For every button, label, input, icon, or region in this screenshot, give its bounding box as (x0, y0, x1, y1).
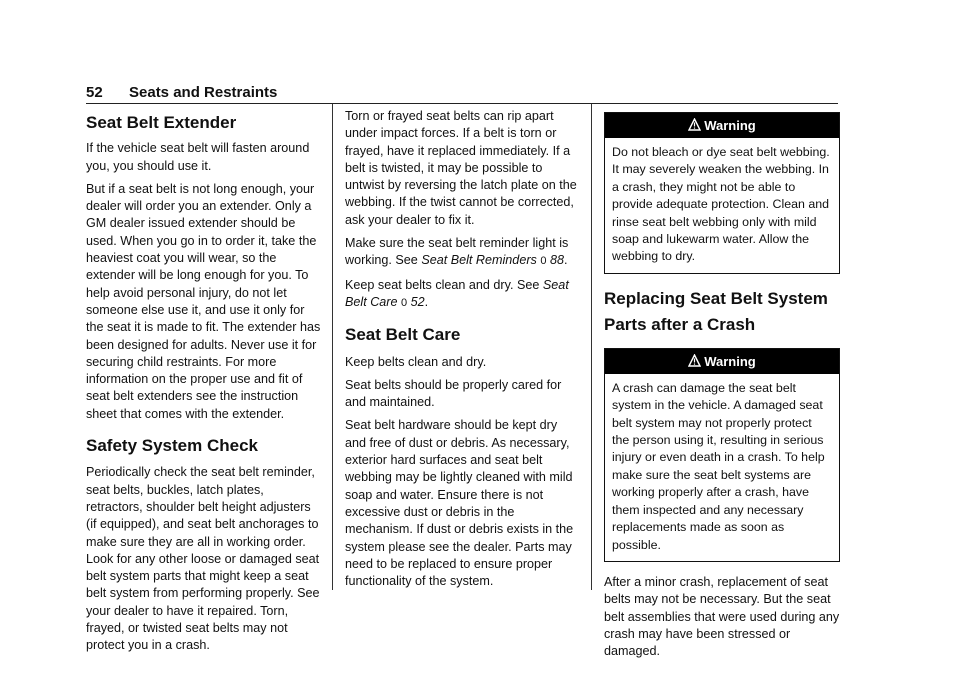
section-title: Seats and Restraints (129, 84, 278, 101)
page-number: 52 (86, 84, 103, 101)
column-1 (86, 108, 322, 661)
page-ref-icon: 0 (540, 255, 547, 268)
heading-seat-belt-care: Seat Belt Care (345, 325, 461, 345)
paragraph: After a minor crash, replacement of seat belts may not be necessary. But the seat belt assemblies that were used during any crash may have been stressed or damaged. (604, 574, 840, 659)
paragraph: Periodically check the seat belt reminder, seat belts, buckles, latch plates, retractors, shoulder belt height adjusters (if equipped), and seat belt anchorages to make sure they are all in working order. Look for any other loose or damaged seat belt system parts that might keep a seat belt system from performing properly. See your dealer to have it repaired. Torn, frayed, or twisted seat belts may not protect you in a crash. (86, 465, 320, 653)
column-divider-1 (332, 104, 333, 590)
text: Make sure the seat belt reminder light is working. See (345, 236, 569, 268)
warning-header (605, 349, 839, 374)
paragraph-reminder-ref (345, 235, 581, 271)
heading-replacing-parts: Replacing Seat Belt System Parts after a Crash (604, 288, 828, 334)
warning-box (604, 348, 840, 562)
warning-box (604, 112, 840, 274)
column-divider-2 (591, 104, 592, 590)
warning-title: Warning (704, 353, 756, 369)
paragraph: If the vehicle seat belt will fasten around you, you should use it. (86, 141, 310, 173)
heading-seat-belt-extender: Seat Belt Extender (86, 113, 237, 132)
paragraph: Keep belts clean and dry. (345, 354, 487, 369)
column-2 (345, 108, 581, 596)
xref-page: 52 (410, 294, 425, 309)
header-rule (86, 103, 838, 104)
text: . (563, 253, 568, 268)
xref-page: 88 (549, 253, 564, 268)
paragraph: Seat belt hardware should be kept dry and free of dust or debris. As necessary, exterior hard surfaces and seat belt webbing may be lightly cleaned with mild soap and water. Ensure there is not excessive dust or debris in the mechanism. If dust or debris exists in the system please see the dealer. Parts may need to be replaced to ensure proper functionality of the system. (345, 418, 574, 589)
paragraph: But if a seat belt is not long enough, your dealer will order you an extender. Only a GM dealer issued extender should be used. When you go in to order it, take the heaviest coat you will wear, so the extender will be long enough for you. To help avoid personal injury, do not let someone else use it, and use it only for the seat it is made to fit. The extender has been designed for adults. Never use it for securing child restraints. For more information on the proper use and fit of seat belt extenders see the instruction sheet that comes with the extender. (86, 181, 321, 421)
paragraph: Torn or frayed seat belts can rip apart under impact forces. If a belt is torn or frayed, have it replaced immediately. If a belt is twisted, it may be possible to untwist by reversing the latch plate on the webbing. If the twist cannot be corrected, ask your dealer to fix it. (345, 109, 577, 227)
page-ref-icon: 0 (401, 296, 408, 309)
warning-text: A crash can damage the seat belt system in the vehicle. A damaged seat belt system may not properly protect the person using it, resulting in serious injury or even death in a crash. To help make sure the seat belt systems are working properly after a crash, have them inspected and any necessary replacements made as soon as possible. (612, 380, 825, 552)
paragraph-care-ref (345, 277, 581, 313)
warning-text: Do not bleach or dye seat belt webbing. It may severely weaken the webbing. In a crash, they might not be able to provide adequate protection. Clean and rinse seat belt webbing only with mild soap and lukewarm water. Allow the webbing to dry. (612, 145, 830, 264)
xref-title: Seat Belt Reminders (421, 253, 537, 268)
warning-icon (688, 350, 701, 375)
text: Keep seat belts clean and dry. See (345, 277, 543, 292)
warning-title: Warning (704, 118, 756, 133)
heading-safety-system-check: Safety System Check (86, 436, 258, 456)
warning-icon (688, 114, 701, 139)
paragraph: Seat belts should be properly cared for and maintained. (345, 377, 562, 410)
page-header (86, 84, 838, 104)
xref-title: Seat Belt Care (345, 277, 569, 309)
column-3 (604, 108, 840, 666)
text: . (424, 294, 429, 309)
xref-link[interactable] (421, 253, 564, 267)
warning-header (605, 113, 839, 138)
